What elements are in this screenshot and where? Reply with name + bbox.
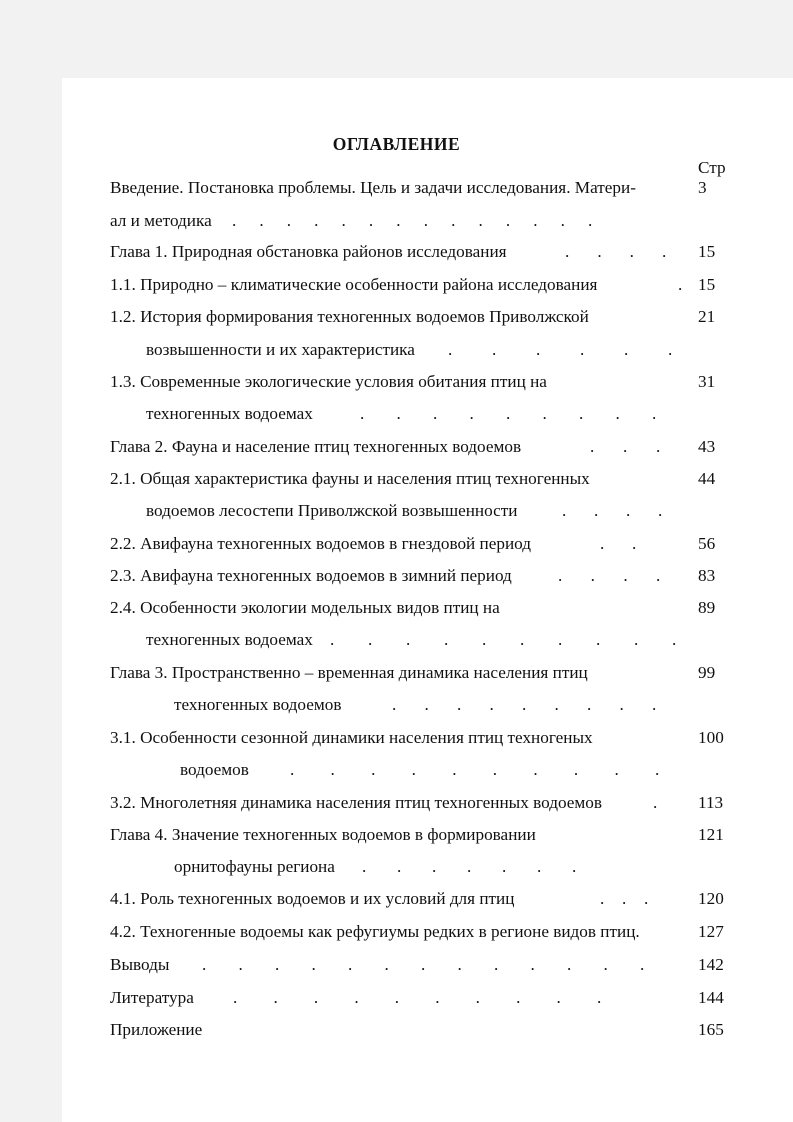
leader-dot: . <box>505 211 511 230</box>
leader-dot: . <box>362 857 367 876</box>
toc-entry-title-continued: ал и методика <box>110 211 212 230</box>
toc-entry-title: 3.2. Многолетняя динамика населения птиц техногенных водоемов <box>110 793 602 812</box>
leader-dot: . <box>396 211 401 230</box>
leader-dot: . <box>656 437 661 456</box>
leader-dot: . <box>600 534 605 553</box>
leader-dot: . <box>624 340 629 359</box>
page-title: ОГЛАВЛЕНИЕ <box>332 134 461 154</box>
leader-dot: . <box>655 760 660 779</box>
leader-dot: . <box>406 630 411 649</box>
toc-entry-title: 2.3. Авифауна техногенных водоемов в зимний период <box>110 566 512 585</box>
leader-dot: . <box>314 211 319 230</box>
leader-dot: . <box>596 630 601 649</box>
leader-dot: . <box>394 988 400 1007</box>
leader-dot: . <box>644 889 649 908</box>
leader-dot: . <box>489 695 494 714</box>
toc-entry-page: 31 <box>698 372 716 391</box>
leader-dot: . <box>558 630 563 649</box>
toc-entry-title: Литература <box>110 988 194 1007</box>
leader-dot: . <box>597 242 602 261</box>
leader-dot: . <box>478 211 483 230</box>
leader-dot: . <box>623 437 628 456</box>
leader-dot: . <box>652 695 657 714</box>
toc-entry-page: 15 <box>698 275 716 294</box>
leader-dot: . <box>522 695 527 714</box>
leader-dot: . <box>457 955 462 974</box>
toc-entry-title-continued: техногенных водоемах <box>146 630 313 649</box>
leader-dot: . <box>672 630 677 649</box>
leader-dot: . <box>590 437 595 456</box>
leader-dot: . <box>542 404 547 423</box>
toc-entry-page: 120 <box>698 889 724 908</box>
leader-dot: . <box>603 955 608 974</box>
leader-dot: . <box>238 955 243 974</box>
toc-entry-title: 2.1. Общая характеристика фауны и населения птиц техногенных <box>110 469 590 488</box>
leader-dot: . <box>435 988 440 1007</box>
leader-dot: . <box>448 340 453 359</box>
toc-entry-title: 4.1. Роль техногенных водоемов и их условий для птиц <box>110 889 515 908</box>
toc-entry-title-continued: орнитофауны региона <box>174 857 335 876</box>
leader-dot: . <box>533 211 538 230</box>
leader-dot: . <box>286 211 292 230</box>
leader-dot: . <box>451 211 456 230</box>
leader-dot: . <box>432 857 437 876</box>
leader-dot: . <box>411 760 416 779</box>
leader-dot: . <box>629 242 634 261</box>
leader-dot: . <box>360 404 365 423</box>
leader-dot: . <box>556 988 561 1007</box>
leader-dot: . <box>275 955 280 974</box>
toc-entry-title: Приложение <box>110 1020 203 1039</box>
leader-dot: . <box>656 566 661 585</box>
toc-entry-title: 1.3. Современные экологические условия обитания птиц на <box>110 372 547 391</box>
leader-dot: . <box>634 630 639 649</box>
leader-dot: . <box>475 988 480 1007</box>
leader-dot: . <box>567 955 572 974</box>
leader-dot: . <box>311 955 316 974</box>
leader-dot: . <box>232 211 237 230</box>
leader-dot: . <box>371 760 376 779</box>
leader-dot: . <box>384 955 389 974</box>
leader-dot: . <box>600 889 605 908</box>
leader-dot: . <box>202 955 207 974</box>
toc-entry-page: 43 <box>698 437 716 456</box>
page-column-label: Стр <box>698 158 726 177</box>
leader-dot: . <box>467 857 472 876</box>
leader-dot: . <box>615 404 620 423</box>
toc-entry-title: 1.2. История формирования техногенных водоемов Приволжской <box>110 307 589 326</box>
leader-dot: . <box>572 857 577 876</box>
leader-dot: . <box>290 760 295 779</box>
leader-dot: . <box>433 404 438 423</box>
leader-dot: . <box>662 242 667 261</box>
leader-dot: . <box>565 242 570 261</box>
leader-dot: . <box>348 955 353 974</box>
toc-entry-title: Глава 2. Фауна и население птиц техногенных водоемов <box>110 437 522 456</box>
leader-dot: . <box>492 340 497 359</box>
leader-dot: . <box>259 211 264 230</box>
leader-dot: . <box>558 566 563 585</box>
leader-dot: . <box>653 793 658 812</box>
leader-dot: . <box>560 211 565 230</box>
toc-entry-title: Глава 1. Природная обстановка районов исследования <box>110 242 507 261</box>
toc-entry-title-continued: техногенных водоемах <box>146 404 313 423</box>
toc-entry-title: 4.2. Техногенные водоемы как рефугиумы редких в регионе видов птиц. <box>110 922 640 941</box>
leader-dot: . <box>573 760 579 779</box>
leader-dot: . <box>588 211 593 230</box>
toc-entry-page: 3 <box>698 178 707 197</box>
leader-dot: . <box>341 211 346 230</box>
toc-entry-title: Введение. Постановка проблемы. Цель и задачи исследования. Матери- <box>110 178 636 197</box>
leader-dot: . <box>652 404 657 423</box>
leader-dot: . <box>562 501 567 520</box>
leader-dot: . <box>421 955 426 974</box>
toc-entry-page: 44 <box>698 469 716 488</box>
leader-dot: . <box>640 955 645 974</box>
toc-entry-page: 89 <box>698 598 716 617</box>
leader-dot: . <box>397 857 402 876</box>
toc-entry-page: 56 <box>698 534 716 553</box>
leader-dot: . <box>494 955 499 974</box>
leader-dot: . <box>368 211 374 230</box>
leader-dot: . <box>579 404 584 423</box>
toc-entry-title: 2.4. Особенности экологии модельных видов птиц на <box>110 598 500 617</box>
toc-entry-page: 100 <box>698 728 724 747</box>
leader-dot: . <box>626 501 631 520</box>
leader-dot: . <box>533 760 538 779</box>
leader-dot: . <box>536 340 541 359</box>
toc-entry-title: 1.1. Природно – климатические особенности района исследования <box>110 275 598 294</box>
leader-dot: . <box>233 988 238 1007</box>
leader-dot: . <box>590 566 595 585</box>
leader-dot: . <box>597 988 602 1007</box>
leader-dot: . <box>506 404 511 423</box>
leader-dot: . <box>330 760 335 779</box>
leader-dot: . <box>622 889 627 908</box>
toc-entry-title-continued: возвышенности и их характеристика <box>146 340 415 359</box>
leader-dot: . <box>492 760 498 779</box>
toc-entry-page: 99 <box>698 663 716 682</box>
toc-entry-page: 144 <box>698 988 724 1007</box>
leader-dot: . <box>469 404 474 423</box>
leader-dot: . <box>444 630 449 649</box>
leader-dot: . <box>457 695 462 714</box>
toc-entry-page: 121 <box>698 825 724 844</box>
leader-dot: . <box>330 630 335 649</box>
toc-entry-page: 15 <box>698 242 716 261</box>
leader-dot: . <box>273 988 278 1007</box>
toc-entry-title: 2.2. Авифауна техногенных водоемов в гнездовой период <box>110 534 532 553</box>
leader-dot: . <box>520 630 525 649</box>
leader-dot: . <box>594 501 599 520</box>
toc-entry-title-continued: техногенных водоемов <box>174 695 342 714</box>
leader-dot: . <box>368 630 373 649</box>
leader-dot: . <box>632 534 637 553</box>
leader-dot: . <box>554 695 559 714</box>
toc-entry-page: 165 <box>698 1020 724 1039</box>
toc-entry-page: 113 <box>698 793 724 812</box>
leader-dot: . <box>502 857 507 876</box>
toc-entry-title: 3.1. Особенности сезонной динамики населения птиц техногеных <box>110 728 593 747</box>
leader-dot: . <box>537 857 542 876</box>
leader-dot: . <box>423 211 428 230</box>
toc-entry-page: 21 <box>698 307 716 326</box>
leader-dot: . <box>658 501 663 520</box>
toc-entry-title-continued: водоемов лесостепи Приволжской возвышенности <box>146 501 518 520</box>
toc-entry-page: 127 <box>698 922 724 941</box>
leader-dot: . <box>424 695 429 714</box>
leader-dot: . <box>516 988 521 1007</box>
leader-dot: . <box>392 695 397 714</box>
leader-dot: . <box>396 404 401 423</box>
leader-dot: . <box>678 275 683 294</box>
leader-dot: . <box>668 340 673 359</box>
leader-dot: . <box>623 566 628 585</box>
leader-dot: . <box>580 340 585 359</box>
toc-entry-title-continued: водоемов <box>180 760 249 779</box>
leader-dot: . <box>354 988 359 1007</box>
leader-dot: . <box>614 760 619 779</box>
toc-entry-title: Выводы <box>110 955 170 974</box>
toc-entry-page: 142 <box>698 955 724 974</box>
leader-dot: . <box>482 630 487 649</box>
leader-dot: . <box>587 695 592 714</box>
toc-entry-title: Глава 4. Значение техногенных водоемов в формировании <box>110 825 536 844</box>
leader-dot: . <box>452 760 457 779</box>
toc-entry-title: Глава 3. Пространственно – временная динамика населения птиц <box>110 663 588 682</box>
leader-dot: . <box>619 695 624 714</box>
leader-dot: . <box>313 988 319 1007</box>
leader-dot: . <box>530 955 535 974</box>
toc-entry-page: 83 <box>698 566 716 585</box>
